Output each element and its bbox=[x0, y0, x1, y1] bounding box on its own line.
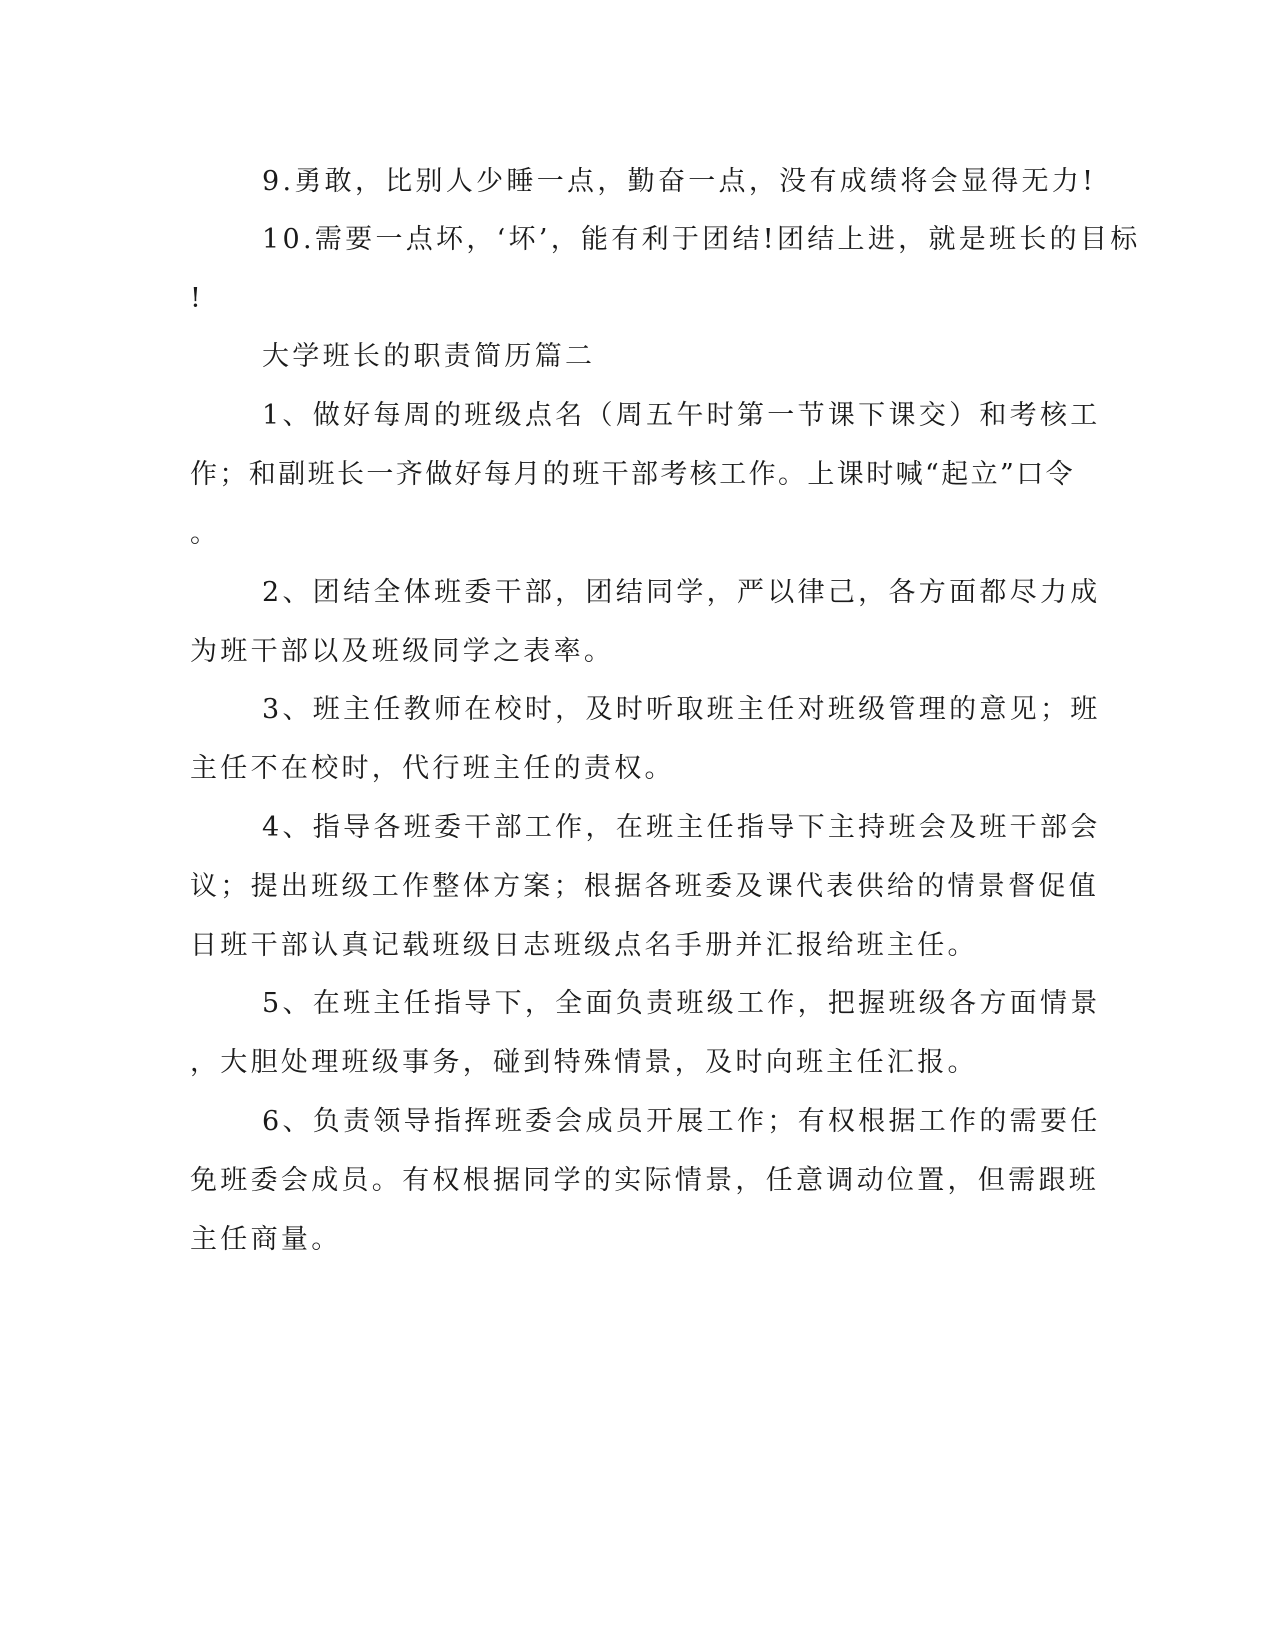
text-line-duty-1-end: 。 bbox=[190, 518, 221, 549]
text-line-duty-5-continued: ，大胆处理班级事务，碰到特殊情景，及时向班主任汇报。 bbox=[190, 1047, 978, 1078]
text-line-duty-4: 4、指导各班委干部工作，在班主任指导下主持班会及班干部会 bbox=[262, 812, 1101, 843]
text-line-item-10-continued: ! bbox=[190, 283, 205, 314]
section-heading: 大学班长的职责简历篇二 bbox=[262, 341, 596, 372]
text-line-duty-2: 2、团结全体班委干部，团结同学，严以律己，各方面都尽力成 bbox=[262, 577, 1101, 608]
text-line-item-9: 9.勇敢，比别人少睡一点，勤奋一点，没有成绩将会显得无力! bbox=[262, 166, 1097, 197]
text-line-duty-6-continued: 免班委会成员。有权根据同学的实际情景，任意调动位置，但需跟班 bbox=[190, 1165, 1099, 1196]
text-line-duty-6: 6、负责领导指挥班委会成员开展工作；有权根据工作的需要任 bbox=[262, 1106, 1101, 1137]
text-line-duty-4-end: 日班干部认真记载班级日志班级点名手册并汇报给班主任。 bbox=[190, 930, 978, 961]
text-line-duty-1-continued: 作；和副班长一齐做好每月的班干部考核工作。上课时喊“起立”口令 bbox=[190, 459, 1076, 490]
text-line-duty-4-continued: 议；提出班级工作整体方案；根据各班委及课代表供给的情景督促值 bbox=[190, 871, 1099, 902]
text-line-duty-3: 3、班主任教师在校时，及时听取班主任对班级管理的意见；班 bbox=[262, 694, 1101, 725]
text-line-duty-6-end: 主任商量。 bbox=[190, 1224, 342, 1255]
text-line-duty-2-continued: 为班干部以及班级同学之表率。 bbox=[190, 636, 615, 667]
text-line-duty-1: 1、做好每周的班级点名（周五午时第一节课下课交）和考核工 bbox=[262, 400, 1101, 431]
text-line-item-10: 10.需要一点坏，‘坏’，能有利于团结!团结上进，就是班长的目标 bbox=[262, 224, 1141, 255]
text-line-duty-5: 5、在班主任指导下，全面负责班级工作，把握班级各方面情景 bbox=[262, 988, 1101, 1019]
text-line-duty-3-continued: 主任不在校时，代行班主任的责权。 bbox=[190, 753, 675, 784]
